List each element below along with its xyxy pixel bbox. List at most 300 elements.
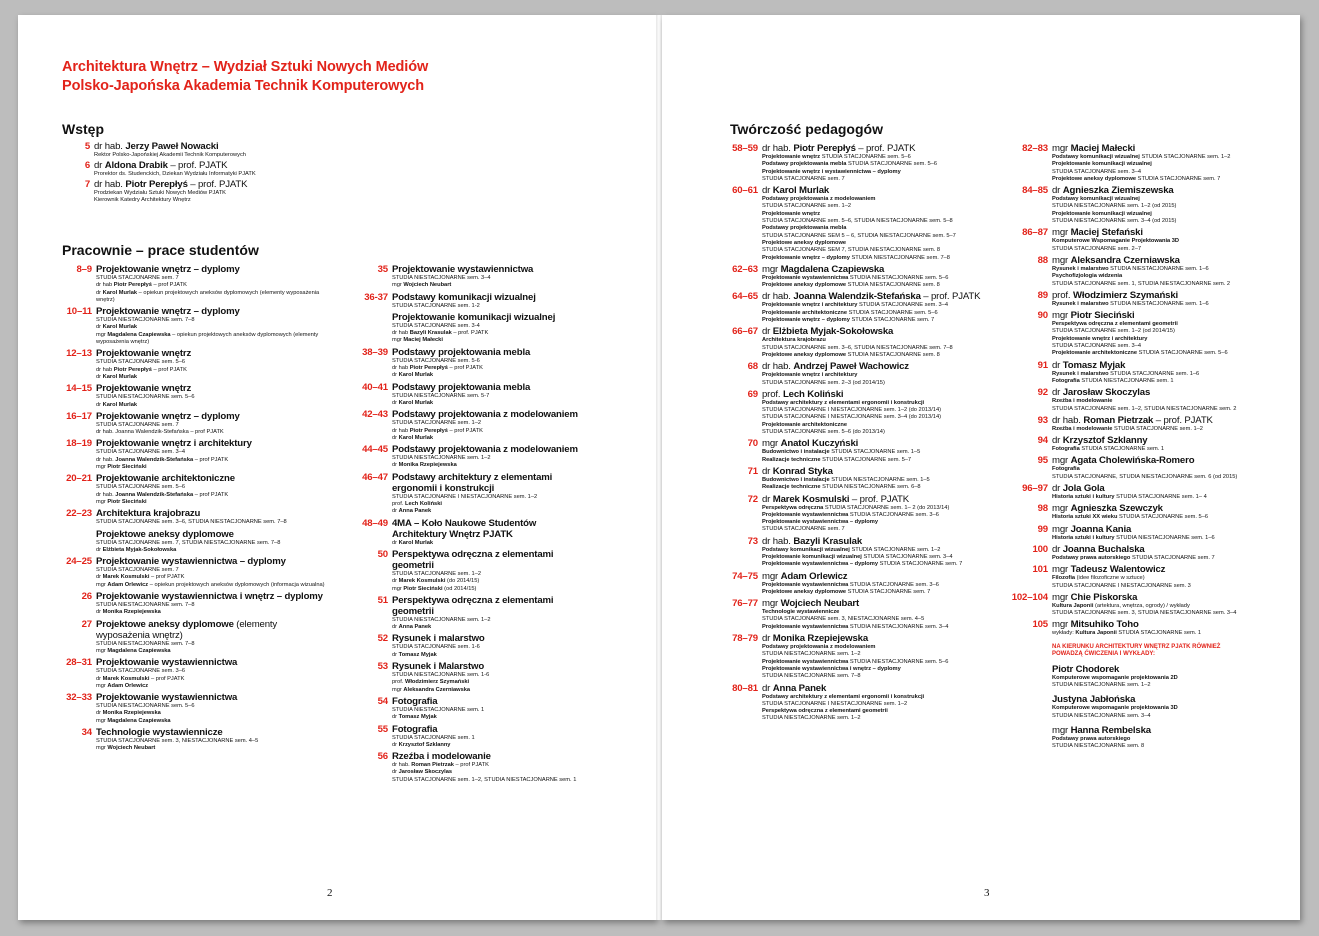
page-ref: 20–21 bbox=[66, 473, 92, 485]
entry-body bbox=[1048, 360, 1264, 386]
entry-line: Projektowe aneksy dyplomowe STUDIA NIESTACJONARNE sem. 8 bbox=[762, 282, 940, 289]
page-ref: 34 bbox=[81, 726, 92, 738]
entry-line: Projektowanie architektoniczne bbox=[762, 421, 848, 428]
name-prefix: dr bbox=[1052, 483, 1063, 495]
entry-line: dr hab Piotr Perepłyś – prof PJATK bbox=[392, 365, 483, 372]
name-prefix: dr bbox=[762, 465, 773, 477]
list-item bbox=[1004, 227, 1264, 253]
entry-line: STUDIA STACJONARNE sem. 5-6 bbox=[392, 357, 480, 364]
entry-line: STUDIA NIESTACJONARNE sem. 7–8 bbox=[762, 673, 861, 680]
entry-line: STUDIA STACJONARNE I NIESTACJONARNE sem. 1–2 (do 2013/14) bbox=[762, 407, 941, 414]
page-ref: 53 bbox=[377, 661, 388, 673]
person-name-line bbox=[94, 160, 482, 171]
entry-line: Podstawy prawa autorskiego bbox=[1052, 735, 1131, 742]
entry-body bbox=[388, 347, 592, 380]
entry-line: STUDIA STACJONARNE, STUDIA NIESTACJONARNE sem. 6 (od 2015) bbox=[1052, 473, 1238, 480]
list-item bbox=[352, 518, 592, 547]
entry-body bbox=[90, 179, 482, 205]
list-item bbox=[706, 536, 1006, 569]
entry-body bbox=[92, 306, 332, 346]
entry-line: dr hab. Joanna Walendzik-Stefańska – prof PJATK bbox=[96, 491, 229, 498]
entry-title: Podstawy projektowania z modelowaniem bbox=[392, 444, 578, 456]
entry-title: Fotografia bbox=[392, 723, 438, 735]
list-item bbox=[1004, 524, 1264, 542]
name-prefix: dr bbox=[1052, 543, 1063, 555]
list-item bbox=[706, 633, 1006, 680]
person-name-line bbox=[1052, 387, 1264, 398]
page-ref: 26 bbox=[81, 591, 92, 603]
page-ref: 73 bbox=[747, 535, 758, 547]
entry-line: STUDIA NIESTACJONARNE sem. 1–2 (od 2015) bbox=[1052, 203, 1177, 210]
entry-title: Projektowanie wnętrz – dyplomy bbox=[96, 410, 240, 422]
name-prefix: mgr bbox=[762, 438, 781, 450]
person-name: Anna Panek bbox=[772, 682, 827, 694]
entry-line: dr Elżbieta Myjak-Sokołowska bbox=[96, 546, 177, 553]
list-item bbox=[1004, 564, 1264, 590]
person-name: Anatol Kuczyński bbox=[780, 438, 859, 450]
entry-body bbox=[758, 633, 1006, 680]
entry-line: prof. Lech Koliński bbox=[392, 501, 442, 508]
entry-line: Podstawy prawa autorskiego STUDIA STACJONARNE sem. 7 bbox=[1052, 554, 1215, 561]
entry-line: dr hab Piotr Perepłyś – prof PJATK bbox=[96, 282, 187, 289]
entry-line: Podstawy architektury z elementami ergonomii i konstrukcji bbox=[762, 693, 925, 700]
entry-line: Projektowanie architektoniczne STUDIA STACJONARNE sem. 5–6 bbox=[1052, 350, 1228, 357]
entry-line: Prorektor ds. Studenckich, Dziekan Wydziału Informatyki PJATK bbox=[94, 170, 256, 177]
page-ref: 22–23 bbox=[66, 508, 92, 520]
works-title: Pracownie – prace studentów bbox=[62, 242, 259, 258]
entry-body bbox=[758, 438, 1006, 464]
page-ref: 56 bbox=[377, 751, 388, 763]
list-item bbox=[352, 312, 592, 345]
entry-line: STUDIA NIESTACJONARNE sem. 7–8 bbox=[96, 640, 195, 647]
entry-line: STUDIA NIESTACJONARNE sem. 1–2 bbox=[762, 651, 861, 658]
entry-line: Rzeźba i modelowanie STUDIA STACJONARNE sem. 1–2 bbox=[1052, 425, 1203, 432]
person-name: Agnieszka Ziemiszewska bbox=[1062, 185, 1174, 197]
person-name-line bbox=[1052, 592, 1264, 603]
page-ref: 98 bbox=[1037, 503, 1048, 515]
entry-line: STUDIA STACJONARNE sem. 3–6, STUDIA NIESTACJONARNE sem. 7–8 bbox=[96, 519, 287, 526]
name-prefix: dr hab. bbox=[1052, 414, 1084, 426]
person-name: Agnieszka Szewczyk bbox=[1070, 503, 1163, 515]
entry-line: Podstawy projektowania mebla bbox=[762, 225, 847, 232]
person-name-line bbox=[1052, 415, 1264, 426]
entry-line: STUDIA STACJONARNE sem. 3–4 bbox=[1052, 168, 1142, 175]
name-suffix: – prof. PJATK bbox=[167, 159, 228, 171]
entry-line: Historia sztuki XX wieku STUDIA STACJONARNE sem. 5–6 bbox=[1052, 514, 1209, 521]
name-prefix: dr hab. bbox=[94, 179, 126, 191]
entry-line: STUDIA NIESTACJONARNE sem. 1–2 bbox=[1052, 681, 1151, 688]
list-item bbox=[1004, 483, 1264, 501]
person-name: Bazyli Krasulak bbox=[793, 535, 863, 547]
entry-line: Projektowe aneksy dyplomowe STUDIA STACJONARNE sem. 7 bbox=[762, 588, 931, 595]
list-item bbox=[1004, 592, 1264, 618]
entry-line: Fotografia STUDIA NIESTACJONARNE sem. 1 bbox=[1052, 377, 1174, 384]
person-name: Konrad Styka bbox=[772, 465, 833, 477]
person-name: Joanna Walendzik-Stefańska bbox=[793, 291, 921, 303]
entry-line: dr Monika Rzepiejewska bbox=[392, 462, 457, 469]
entry-line: Komputerowe wspomaganie projektowania 2D bbox=[1052, 674, 1178, 681]
extra-lecturer bbox=[1004, 694, 1264, 720]
entry-title: Projektowanie wystawiennictwa bbox=[392, 264, 534, 275]
entry-line: STUDIA NIESTACJONARNE sem. 7–8 bbox=[96, 602, 195, 609]
page-ref: 89 bbox=[1037, 289, 1048, 301]
person-name: Karol Murlak bbox=[772, 185, 830, 197]
intro-title: Wstęp bbox=[62, 121, 104, 137]
entry-line: Perspektywa odręczna z elementami geometrii bbox=[1052, 321, 1178, 328]
entry-line: STUDIA STACJONARNE sem. 1-6 bbox=[392, 644, 480, 651]
person-name-line bbox=[1052, 360, 1264, 371]
name-prefix: dr bbox=[1052, 387, 1063, 399]
entry-line: dr hab Piotr Perepłyś – prof PJATK bbox=[392, 427, 483, 434]
entry-line: STUDIA STACJONARNE sem. 3-4 bbox=[392, 322, 480, 329]
name-prefix: prof. bbox=[1052, 289, 1073, 301]
page-ref: 92 bbox=[1037, 387, 1048, 399]
list-item bbox=[1004, 185, 1264, 225]
page-number: 3 bbox=[984, 887, 990, 899]
person-name-line bbox=[762, 326, 1006, 337]
page-ref: 6 bbox=[84, 159, 90, 171]
entry-body bbox=[388, 518, 592, 547]
entry-line: Rysunek i malarstwo STUDIA STACJONARNE sem. 1–6 bbox=[1052, 370, 1200, 377]
entry-title: Projektowanie architektoniczne bbox=[96, 473, 235, 485]
entry-line: Komputerowe wspomaganie projektowania 3D bbox=[1052, 705, 1178, 712]
entry-title: Podstawy projektowania z modelowaniem bbox=[392, 409, 578, 421]
entry-body bbox=[388, 633, 592, 659]
person-name: Joanna Buchalska bbox=[1062, 543, 1145, 555]
page-ref: 84–85 bbox=[1022, 185, 1048, 197]
list-item bbox=[706, 185, 1006, 262]
list-item bbox=[62, 306, 332, 346]
list-item bbox=[706, 598, 1006, 631]
person-name-line bbox=[762, 598, 1006, 609]
entry-line: mgr Wojciech Neubart bbox=[392, 282, 452, 289]
entry-line: STUDIA STACJONARNE sem. 3, STUDIA NIESTACJONARNE sem. 3–4 bbox=[1052, 610, 1237, 617]
name-prefix: dr bbox=[762, 493, 773, 505]
person-name-line bbox=[762, 264, 1006, 275]
list-item bbox=[62, 727, 332, 753]
person-name: Maciej Małecki bbox=[1070, 143, 1136, 154]
entry-line: mgr Adam Orlewicz – opiekun projektowych aneksów dyplomowych (informacja wizualna) bbox=[96, 581, 325, 588]
name-prefix: mgr bbox=[1052, 254, 1071, 266]
list-item bbox=[706, 683, 1006, 723]
name-prefix: dr bbox=[762, 633, 773, 645]
entry-line: Projektowanie wystawiennictwa STUDIA STACJONARNE sem. 3–6 bbox=[762, 581, 939, 588]
list-item bbox=[1004, 435, 1264, 453]
entry-line: dr Karol Murlak bbox=[392, 539, 434, 546]
entry-line: Podstawy komunikacji wizualnej STUDIA STACJONARNE sem. 1–2 bbox=[762, 546, 941, 553]
entry-body bbox=[1048, 415, 1264, 433]
entry-line: Kierownik Katedry Architektury Wnętrz bbox=[94, 197, 191, 204]
entry-line: Podstawy projektowania z modelowaniem bbox=[762, 196, 876, 203]
name-prefix: dr bbox=[762, 185, 773, 197]
entry-line: mgr Magdalena Czapiewska bbox=[96, 647, 171, 654]
person-name: Monika Rzepiejewska bbox=[772, 633, 869, 645]
page-ref: 8–9 bbox=[76, 264, 92, 275]
person-name-line bbox=[1052, 143, 1264, 154]
entry-line: dr Karol Murlak bbox=[96, 373, 138, 380]
entry-line: Projektowanie wnętrz i architektury bbox=[762, 372, 858, 379]
entry-body bbox=[1048, 455, 1264, 481]
list-item bbox=[1004, 143, 1264, 183]
faculty-column-2 bbox=[1004, 143, 1264, 750]
entry-line: mgr Piotr Sieciński (od 2014/15) bbox=[392, 585, 477, 592]
list-item bbox=[62, 179, 482, 205]
entry-line: STUDIA STACJONARNE SEM 7, STUDIA NIESTACJONARNE sem. 8 bbox=[762, 247, 941, 254]
entry-line: STUDIA STACJONARNE sem. 5–6 bbox=[96, 484, 186, 491]
person-name: Jola Gola bbox=[1062, 483, 1105, 495]
entry-line: mgr Aleksandra Czerniawska bbox=[392, 686, 471, 693]
entry-line: Perspektywa odręczna STUDIA STACJONARNE sem. 1– 2 (do 2013/14) bbox=[762, 504, 950, 511]
entry-body bbox=[1048, 619, 1264, 637]
entry-line: dr Marek Kosmulski – prof PJATK bbox=[96, 675, 185, 682]
entry-line: STUDIA NIESTACJONARNE sem. 7–8 bbox=[96, 317, 195, 324]
entry-line: STUDIA STACJONARNE sem. 1 bbox=[392, 734, 475, 741]
name-suffix: – prof. PJATK bbox=[187, 179, 248, 191]
entry-body bbox=[90, 160, 482, 178]
name-prefix: dr bbox=[94, 159, 105, 171]
name-prefix: mgr bbox=[1052, 310, 1071, 322]
entry-line: dr Karol Murlak bbox=[392, 399, 434, 406]
entry-line: STUDIA NIESTACJONARNE sem. 1–2 bbox=[392, 455, 491, 462]
person-name-line bbox=[1052, 619, 1264, 630]
person-name-line bbox=[1052, 564, 1264, 575]
page-ref: 18–19 bbox=[66, 438, 92, 450]
entry-body bbox=[758, 185, 1006, 262]
person-name: Elżbieta Myjak-Sokołowska bbox=[772, 326, 894, 338]
person-name: Jarosław Skoczylas bbox=[1062, 387, 1151, 399]
list-item bbox=[62, 160, 482, 178]
entry-title: Projektowanie wnętrz i architektury bbox=[96, 438, 252, 450]
entry-line: Realizacje techniczne STUDIA NIESTACJONARNE sem. 6–8 bbox=[762, 484, 921, 491]
person-name: Piotr Perepłyś bbox=[125, 179, 188, 191]
person-name: Andrzej Paweł Wachowicz bbox=[793, 361, 909, 373]
entry-line: STUDIA NIESTACJONARNE sem. 3–4 bbox=[392, 275, 491, 281]
entry-line: Budownictwo i instalacje STUDIA STACJONARNE sem. 1–5 bbox=[762, 449, 921, 456]
entry-body bbox=[758, 291, 1006, 324]
entry-line: Rektor Polsko-Japońskiej Akademii Technik Komputerowych bbox=[94, 151, 246, 158]
name-prefix: dr hab. bbox=[762, 361, 794, 373]
name-prefix: mgr bbox=[1052, 523, 1071, 535]
name-prefix: dr hab. bbox=[762, 535, 794, 547]
person-name-line bbox=[1052, 664, 1264, 675]
name-prefix: prof. bbox=[762, 388, 783, 400]
entry-line: dr Monika Rzepiejewska bbox=[96, 609, 161, 616]
entry-line: mgr Maciej Małecki bbox=[392, 337, 443, 344]
person-name: Lech Koliński bbox=[782, 388, 844, 400]
entry-title: Projektowanie komunikacji wizualnej bbox=[392, 311, 556, 323]
entry-line: Projektowanie wnętrz i wystawiennictwa – dyplomy bbox=[762, 168, 901, 175]
list-item bbox=[706, 438, 1006, 464]
entry-line: STUDIA NIESTACJONARNE sem. 1 bbox=[392, 706, 485, 713]
entry-line: dr Anna Panek bbox=[392, 508, 432, 515]
entry-title: Podstawy architektury z elementami ergonomii i konstrukcji bbox=[392, 471, 553, 494]
entry-line: STUDIA STACJONARNE sem. 1–2, STUDIA NIESTACJONARNE sem. 2 bbox=[1052, 405, 1237, 412]
list-item bbox=[706, 466, 1006, 492]
entry-body bbox=[1048, 524, 1264, 542]
entry-title: Projektowanie wystawiennictwa bbox=[96, 692, 238, 704]
page-ref: 69 bbox=[747, 388, 758, 400]
page-ref: 44–45 bbox=[362, 444, 388, 456]
entry-line: Projektowanie wnętrz i architektury bbox=[1052, 335, 1148, 342]
document-header bbox=[62, 58, 428, 96]
entry-line: Projektowanie wnętrz i architektury STUDIA STACJONARNE sem. 3–4 bbox=[762, 302, 949, 309]
page-ref: 94 bbox=[1037, 435, 1048, 447]
entry-body bbox=[92, 591, 332, 617]
page-ref: 51 bbox=[377, 594, 388, 606]
name-prefix: mgr bbox=[1052, 591, 1071, 603]
name-prefix: dr bbox=[762, 682, 773, 694]
person-name-line bbox=[762, 571, 1006, 582]
entry-title-note: (elementy wyposażenia wnętrz) bbox=[96, 618, 278, 641]
list-item bbox=[1004, 255, 1264, 288]
entry-line: dr Karol Murlak – opiekun projektowych aneksów dyplomowych (elementy wyposażenia wnętrz) bbox=[96, 289, 320, 303]
page-ref: 50 bbox=[377, 548, 388, 560]
entry-line: Projektowe aneksy dyplomowe STUDIA NIESTACJONARNE sem. 8 bbox=[762, 351, 940, 358]
page-ref: 46–47 bbox=[362, 471, 388, 483]
entry-line: STUDIA STACJONARNE sem. 3–6 bbox=[96, 668, 186, 675]
faculty-section bbox=[730, 121, 883, 138]
name-prefix: dr bbox=[1052, 359, 1063, 371]
person-name: Joanna Kania bbox=[1070, 523, 1132, 535]
entry-body bbox=[92, 657, 332, 690]
entry-body bbox=[92, 438, 332, 471]
entry-line: STUDIA STACJONARNE sem. 7 bbox=[762, 526, 845, 533]
list-item bbox=[1004, 290, 1264, 308]
list-item bbox=[706, 143, 1006, 183]
page-ref: 36-37 bbox=[364, 291, 388, 303]
entry-body bbox=[388, 472, 592, 516]
entry-line: STUDIA STACJONARNE I NIESTACJONARNE sem. 3 bbox=[1052, 582, 1191, 589]
entry-title: 4MA – Koło Naukowe Studentów Architektury Wnętrz PJATK bbox=[392, 517, 537, 540]
person-name: Roman Pietrzak bbox=[1083, 414, 1154, 426]
entry-line: dr Jarosław Skoczylas bbox=[392, 769, 453, 776]
entry-line: Architektura krajobrazu bbox=[762, 337, 826, 344]
entry-line: dr Anna Panek bbox=[392, 624, 432, 631]
entry-line: STUDIA STACJONARNE I NIESTACJONARNE sem. 1–2 bbox=[392, 493, 538, 500]
page-ref: 82–83 bbox=[1022, 143, 1048, 154]
person-name-line bbox=[1052, 725, 1264, 736]
left-page bbox=[18, 15, 656, 920]
entry-title: Projektowanie wystawiennictwa – dyplomy bbox=[96, 556, 286, 568]
person-name: Piotr Chodorek bbox=[1052, 663, 1120, 675]
name-prefix: mgr bbox=[1052, 227, 1071, 239]
entry-title: Podstawy projektowania mebla bbox=[392, 346, 531, 358]
entry-body bbox=[388, 549, 592, 593]
entry-title: Architektura krajobrazu bbox=[96, 508, 201, 520]
entry-line: STUDIA STACJONARNE sem. 3–6, STUDIA NIESTACJONARNE sem. 7–8 bbox=[762, 344, 953, 351]
name-prefix: mgr bbox=[762, 570, 781, 582]
entry-line: dr hab. Joanna Walendzik-Stefańska – prof PJATK bbox=[96, 429, 224, 436]
name-prefix: dr bbox=[762, 326, 773, 338]
entry-line: Technologie wystawiennicze bbox=[762, 609, 840, 616]
entry-line: STUDIA STACJONARNE sem. 7 bbox=[96, 421, 179, 428]
entry-body bbox=[1048, 227, 1264, 253]
list-item bbox=[706, 389, 1006, 436]
entry-line: STUDIA STACJONARNE sem. 3–4 bbox=[96, 449, 186, 456]
person-name-line bbox=[762, 143, 1006, 154]
list-item bbox=[352, 264, 592, 290]
name-prefix: mgr bbox=[762, 598, 781, 610]
person-name-line bbox=[94, 179, 482, 190]
entry-body bbox=[388, 312, 592, 345]
page-ref: 64–65 bbox=[732, 291, 758, 303]
page-ref: 99 bbox=[1037, 523, 1048, 535]
person-name-line bbox=[762, 438, 1006, 449]
entry-body bbox=[758, 466, 1006, 492]
entry-body bbox=[758, 326, 1006, 359]
page-ref: 101 bbox=[1032, 564, 1048, 576]
entry-body bbox=[388, 264, 592, 290]
page-ref: 74–75 bbox=[732, 570, 758, 582]
entry-line: STUDIA STACJONARNE sem. 5–6, STUDIA NIESTACJONARNE sem. 5–8 bbox=[762, 218, 953, 225]
entry-line: Projektowanie wystawiennictwa STUDIA STACJONARNE sem. 3–6 bbox=[762, 511, 939, 518]
entry-line: Projektowanie wnętrz STUDIA STACJONARNE sem. 5–6 bbox=[762, 154, 911, 160]
entry-line: Rysunek i malarstwo STUDIA NIESTACJONARNE sem. 1–6 bbox=[1052, 265, 1209, 272]
entry-body bbox=[1048, 185, 1264, 225]
name-suffix: – prof. PJATK bbox=[1153, 414, 1213, 426]
entry-line: prof. Włodzimierz Szymański bbox=[392, 679, 470, 686]
page-ref: 38–39 bbox=[362, 346, 388, 358]
staff-note-line: NA KIERUNKU ARCHITEKTURY WNĘTRZ PJATK RÓWNIEŻ bbox=[1052, 643, 1221, 650]
page-number: 2 bbox=[327, 887, 333, 899]
person-name-line bbox=[762, 185, 1006, 196]
entry-line: STUDIA STACJONARNE sem. 7, STUDIA NIESTACJONARNE sem. 7–8 bbox=[96, 539, 281, 546]
entry-body bbox=[758, 571, 1006, 597]
page-ref: 80–81 bbox=[732, 682, 758, 694]
entry-line: dr Karol Murlak bbox=[392, 372, 434, 379]
list-item bbox=[1004, 415, 1264, 433]
name-prefix: mgr bbox=[762, 263, 781, 275]
name-suffix: – prof. PJATK bbox=[849, 493, 909, 505]
page-ref: 32–33 bbox=[66, 692, 92, 704]
person-name-line bbox=[94, 141, 482, 152]
list-item bbox=[1004, 360, 1264, 386]
person-name-line bbox=[1052, 227, 1264, 238]
page-ref: 100 bbox=[1032, 543, 1048, 555]
person-name: Agata Cholewińska-Romero bbox=[1070, 455, 1195, 467]
entry-line: STUDIA STACJONARNE sem. 5–6 bbox=[96, 359, 186, 366]
works-section bbox=[62, 242, 622, 259]
page-ref bbox=[352, 312, 388, 345]
list-item bbox=[62, 438, 332, 471]
entry-title: Projektowanie wnętrz bbox=[96, 348, 192, 360]
entry-line: Projektowanie komunikacji wizualnej bbox=[1052, 210, 1152, 217]
person-name: Justyna Jabłońska bbox=[1052, 694, 1136, 706]
person-name-line bbox=[1052, 310, 1264, 321]
list-item bbox=[62, 508, 332, 526]
entry-line: mgr Piotr Sieciński bbox=[96, 464, 147, 471]
entry-title: Projektowanie wystawiennictwa i wnętrz – dyplomy bbox=[96, 591, 323, 603]
list-item bbox=[706, 494, 1006, 534]
page-ref: 58–59 bbox=[732, 143, 758, 154]
entry-line: STUDIA NIESTACJONARNE sem. 5–6 bbox=[96, 703, 195, 710]
page-ref: 16–17 bbox=[66, 410, 92, 422]
list-item bbox=[352, 409, 592, 442]
page-ref: 72 bbox=[747, 493, 758, 505]
entry-body bbox=[1048, 503, 1264, 521]
entry-line: Psychofizjologia widzenia bbox=[1052, 273, 1123, 280]
entry-line: Projektowanie architektoniczne STUDIA STACJONARNE sem. 5–6 bbox=[762, 309, 938, 316]
entry-line: mgr Magdalena Czapiewska bbox=[96, 717, 171, 724]
person-name-line bbox=[762, 633, 1006, 644]
entry-line: Filozofia (idee filozoficzne w sztuce) bbox=[1052, 575, 1145, 582]
entry-line: STUDIA STACJONARNE sem. 1-2 bbox=[392, 302, 480, 309]
entry-body bbox=[758, 494, 1006, 534]
entry-body bbox=[758, 683, 1006, 723]
list-item bbox=[1004, 455, 1264, 481]
extra-lecturer bbox=[1004, 725, 1264, 751]
entry-title: Rysunek i malarstwo bbox=[392, 633, 485, 645]
